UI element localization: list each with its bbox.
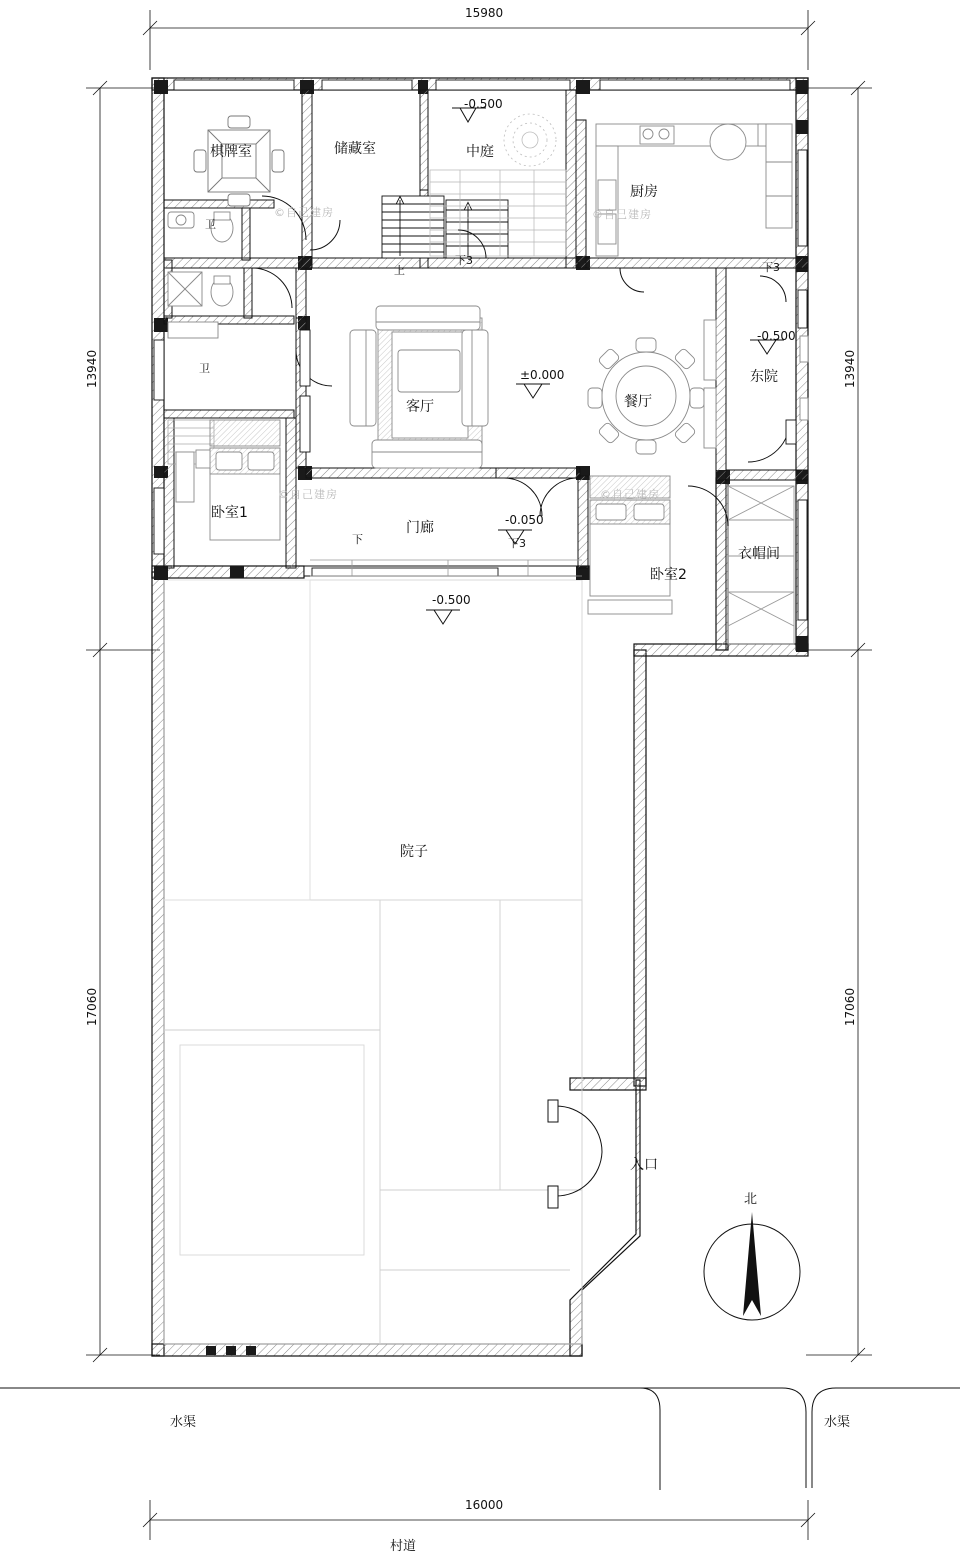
- watermark-3: ©自己建房: [278, 488, 338, 501]
- dim-right-upper: 13940: [843, 349, 857, 389]
- room-label-rukou: 入口: [630, 1157, 658, 1173]
- watermark-2: ©自己建房: [592, 208, 652, 221]
- watermark-1: ©自己建房: [274, 206, 334, 219]
- site-label-road: 村道: [390, 1539, 417, 1554]
- dim-bottom-width: 16000: [465, 1498, 504, 1512]
- watermark-4: ©自己建房: [600, 488, 660, 501]
- site-label-left-channel: 水渠: [170, 1415, 197, 1430]
- dim-left-upper: 13940: [85, 349, 99, 389]
- room-label-wei-1: 卫: [205, 218, 216, 231]
- room-label-yuanzi: 院子: [400, 844, 428, 860]
- north-label: 北: [744, 1192, 758, 1207]
- stair-mark-down-4: 下3: [508, 537, 526, 550]
- elevation-mark-2: ±0.000: [520, 368, 565, 382]
- room-label-chufang: 厨房: [630, 184, 658, 200]
- room-label-keting: 客厅: [406, 399, 434, 415]
- room-label-canting: 餐厅: [624, 394, 652, 410]
- room-label-woshi2: 卧室2: [650, 567, 687, 583]
- stair-mark-down-3: 下: [352, 533, 363, 546]
- room-label-qipaishi: 棋牌室: [210, 144, 252, 160]
- elevation-mark-5: -0.500: [432, 593, 471, 607]
- elevation-mark-1: -0.500: [464, 97, 503, 111]
- dim-top-width: 15980: [465, 6, 504, 20]
- room-label-zhongting: 中庭: [466, 144, 494, 160]
- elevation-mark-4: -0.050: [505, 513, 544, 527]
- room-label-woshi1: 卧室1: [211, 505, 248, 521]
- room-label-wei-2: 卫: [199, 362, 210, 375]
- elevation-mark-3: -0.500: [757, 329, 796, 343]
- stair-mark-down-2: 下3: [762, 261, 780, 274]
- north-compass: [704, 1212, 800, 1320]
- room-label-chucangshi: 储藏室: [334, 141, 376, 157]
- room-label-menlang: 门廊: [406, 520, 434, 536]
- room-label-dongyuan: 东院: [750, 369, 778, 385]
- stair-mark-up: 上: [394, 264, 405, 277]
- dim-left-lower: 17060: [85, 987, 99, 1027]
- room-label-yimaojian: 衣帽间: [738, 546, 780, 562]
- site-label-right-channel: 水渠: [824, 1415, 851, 1430]
- stair-mark-down-1: 下3: [455, 254, 473, 267]
- dim-right-lower: 17060: [843, 987, 857, 1027]
